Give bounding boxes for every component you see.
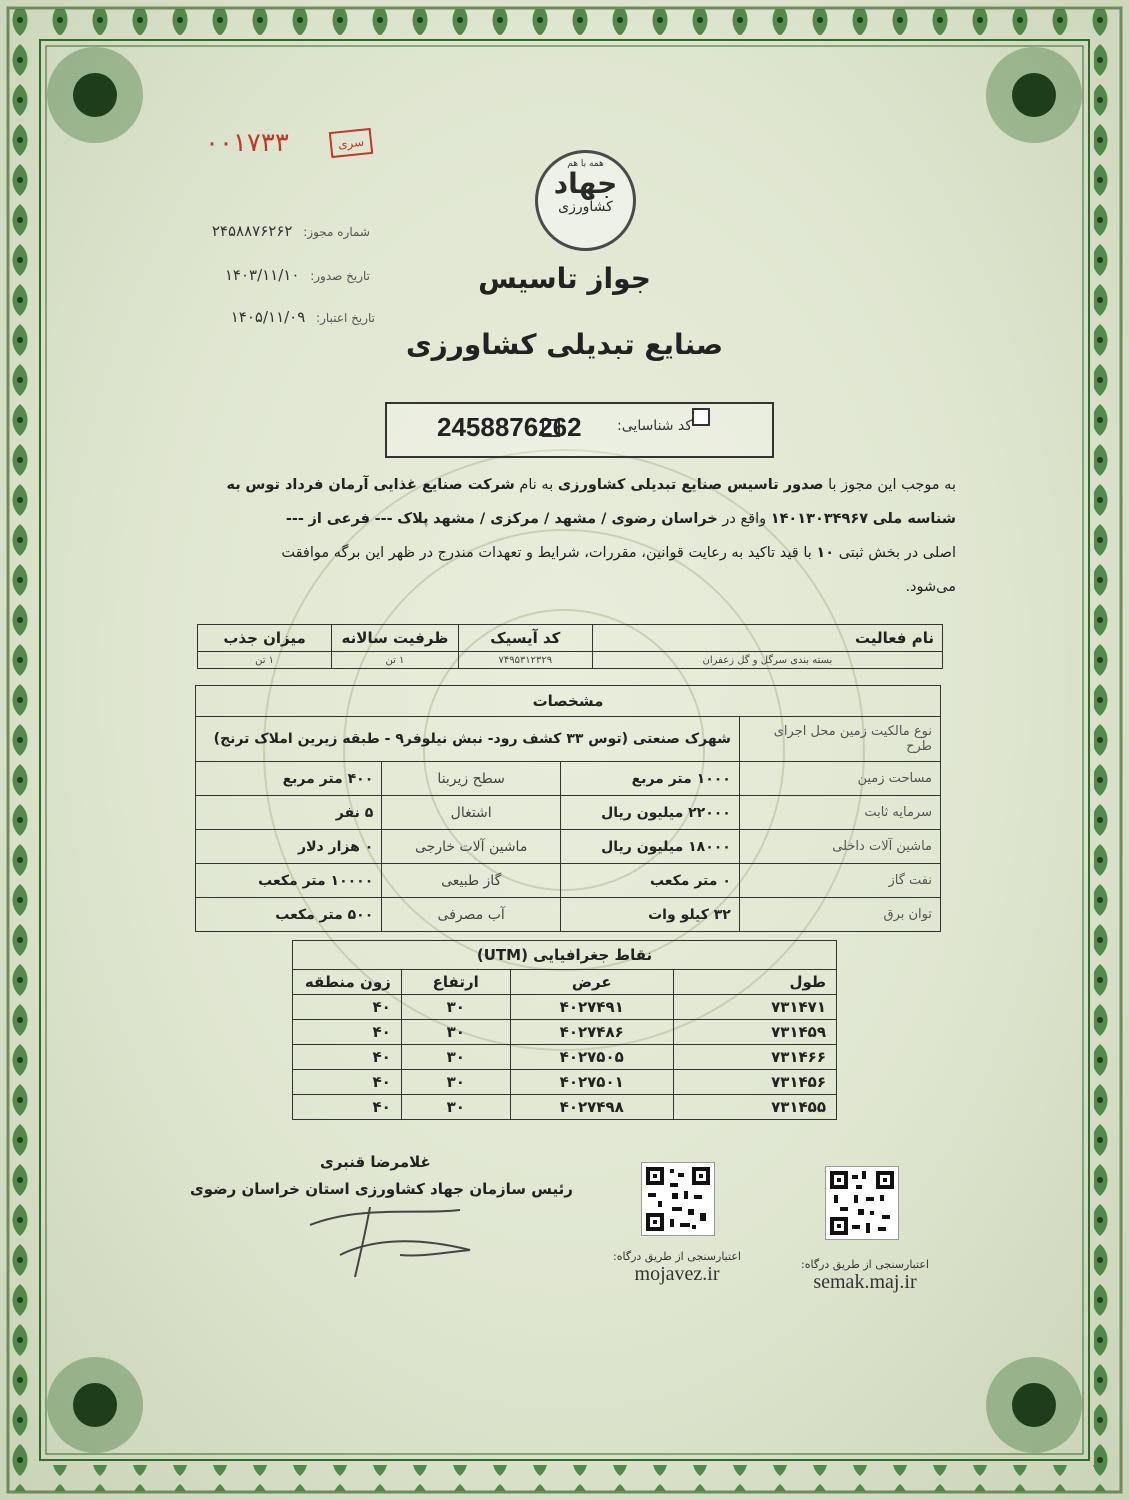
spec-label: نفت گاز (739, 864, 940, 898)
annual-capacity: ۱ تن (332, 652, 459, 669)
utm-northing: ۴۰۲۷۵۰۵ (510, 1045, 673, 1070)
ownership-value: شهرک صنعتی (توس ۳۳ کشف رود- نبش نیلوفر۹ - طبقه زیرین املاک ترنج) (196, 717, 740, 762)
table-row (196, 796, 941, 830)
identification-code-box (385, 402, 774, 458)
utm-easting: ۷۳۱۴۶۶ (673, 1045, 836, 1070)
activity-name: بسته بندی سرگل و گل زعفران (592, 652, 942, 669)
table-row (293, 995, 837, 1020)
table-header: ارتفاع (401, 970, 510, 995)
utm-zone: ۴۰ (293, 995, 402, 1020)
ownership-label: نوع مالکیت زمین محل اجرای طرح (739, 717, 940, 762)
utm-zone: ۴۰ (293, 1095, 402, 1120)
jahad-keshavarzi-logo (535, 150, 636, 251)
issue-date: ۱۴۰۳/۱۱/۱۰ (224, 266, 300, 284)
table-row (196, 717, 941, 762)
spec-value: ۰ متر مکعب (561, 864, 740, 898)
absorption-amount: ۱ تن (198, 652, 332, 669)
utm-elevation: ۳۰ (401, 1095, 510, 1120)
body-text-fragment: واقع در (722, 511, 767, 527)
logo-top-text: همه با هم (567, 159, 604, 169)
utm-northing: ۴۰۲۷۴۹۱ (510, 995, 673, 1020)
spec-label: سرمایه ثابت (739, 796, 940, 830)
utm-northing: ۴۰۲۷۴۹۸ (510, 1095, 673, 1120)
spec-label: گاز طبیعی (382, 864, 561, 898)
table-header: ظرفیت سالانه (332, 625, 459, 652)
utm-easting: ۷۳۱۴۵۶ (673, 1070, 836, 1095)
table-row (293, 1045, 837, 1070)
issue-date-label: تاریخ صدور: (310, 269, 370, 283)
utm-elevation: ۳۰ (401, 1070, 510, 1095)
spec-value: ۳۲ کیلو وات (561, 898, 740, 932)
registry-section: ۱۰ (816, 545, 835, 561)
spec-label: ماشین آلات داخلی (739, 830, 940, 864)
qr-url-link[interactable]: semak.maj.ir (813, 1271, 917, 1293)
spec-label: آب مصرفی (382, 898, 561, 932)
handwritten-signature (300, 1195, 480, 1285)
qr-caption: اعتبارسنجی از طریق درگاه: (613, 1250, 741, 1263)
document-title: جواز تاسیس (478, 262, 651, 295)
license-number-row (190, 222, 370, 240)
identification-code-label: کد شناسایی: (617, 418, 692, 434)
body-text-fragment: با قید تاکید به رعایت قوانین، مقررات، شرایط و تعهدات مندرج در ظهر این برگه موافقت (281, 545, 812, 561)
table-header: زون منطقه (293, 970, 402, 995)
table-row (196, 762, 941, 796)
serial-stamp: سری (329, 128, 373, 158)
utm-northing: ۴۰۲۷۵۰۱ (510, 1070, 673, 1095)
body-text-fragment: اصلی در بخش ثبتی (838, 545, 956, 561)
body-text-fragment: پلاک (397, 511, 429, 527)
table-header: نام فعالیت (592, 625, 942, 652)
utm-elevation: ۳۰ (401, 1020, 510, 1045)
utm-easting: ۷۳۱۴۷۱ (673, 995, 836, 1020)
table-header: کد آیسیک (458, 625, 592, 652)
license-number: ۲۴۵۸۸۷۶۲۶۲ (211, 222, 293, 240)
utm-zone: ۴۰ (293, 1020, 402, 1045)
spec-label: سطح زیربنا (382, 762, 561, 796)
specifications-title: مشخصات (196, 686, 941, 717)
table-header: میزان جذب (198, 625, 332, 652)
qr-code-icon[interactable] (641, 1162, 715, 1236)
signatory-title: رئیس سازمان جهاد کشاورزی استان خراسان رضوی (190, 1180, 573, 1198)
body-text-fragment: شناسه ملی (872, 511, 956, 527)
qr-block-semak (785, 1166, 945, 1294)
validity-date-label: تاریخ اعتبار: (316, 311, 375, 325)
spec-label: ماشین آلات خارجی (382, 830, 561, 864)
body-text-fragment: به (226, 477, 241, 493)
qr-url-link[interactable]: mojavez.ir (634, 1263, 720, 1285)
plot-number: --- (374, 511, 393, 527)
spec-value: ۲۲۰۰۰ میلیون ریال (561, 796, 740, 830)
utm-zone: ۴۰ (293, 1070, 402, 1095)
signatory-name: غلامرضا قنبری (320, 1153, 431, 1171)
sub-plot-number: --- (285, 511, 304, 527)
body-text-fragment: می‌شود. (905, 579, 956, 595)
table-row (196, 864, 941, 898)
utm-easting: ۷۳۱۴۵۹ (673, 1020, 836, 1045)
spec-value: ۴۰۰ متر مربع (196, 762, 382, 796)
utm-elevation: ۳۰ (401, 995, 510, 1020)
spec-value: ۱۰۰۰ متر مربع (561, 762, 740, 796)
document-subtitle: صنایع تبدیلی کشاورزی (405, 328, 724, 361)
license-body-text (190, 468, 956, 604)
validity-date: ۱۴۰۵/۱۱/۰۹ (230, 308, 306, 326)
identification-code-value: 2458876262 (437, 412, 582, 442)
table-row (198, 652, 943, 669)
company-name: شرکت صنایع غذایی آرمان فرداد توس (245, 477, 515, 493)
body-text-fragment: فرعی از (308, 511, 370, 527)
table-row (196, 830, 941, 864)
geographic-points-table (292, 940, 837, 1120)
serial-number: ۰۰۱۷۳۳ (205, 128, 289, 158)
spec-label: اشتغال (382, 796, 561, 830)
body-text-fragment: به موجب این مجوز با (828, 477, 956, 493)
utm-northing: ۴۰۲۷۴۸۶ (510, 1020, 673, 1045)
table-header: طول (673, 970, 836, 995)
spec-value: ۵۰۰ متر مکعب (196, 898, 382, 932)
table-row (196, 898, 941, 932)
table-header-row (293, 970, 837, 995)
national-id: ۱۴۰۱۳۰۳۴۹۶۷ (770, 511, 869, 527)
location: خراسان رضوی / مشهد / مرکزی / مشهد (433, 511, 718, 527)
table-header-row (198, 625, 943, 652)
body-text-fragment: به نام (519, 477, 554, 493)
spec-value: ۱۰۰۰۰ متر مکعب (196, 864, 382, 898)
table-header-row (293, 941, 837, 970)
table-row (293, 1095, 837, 1120)
table-row (293, 1070, 837, 1095)
specifications-table (195, 685, 941, 932)
spec-value: ۰ هزار دلار (196, 830, 382, 864)
utm-elevation: ۳۰ (401, 1045, 510, 1070)
spec-label: توان برق (739, 898, 940, 932)
validity-date-row (205, 308, 375, 326)
table-header: عرض (510, 970, 673, 995)
utm-easting: ۷۳۱۴۵۵ (673, 1095, 836, 1120)
checkbox-icon (692, 408, 710, 426)
logo-sub-text: کشاورزی (558, 199, 613, 215)
qr-caption: اعتبارسنجی از طریق درگاه: (801, 1258, 929, 1271)
spec-label: مساحت زمین (739, 762, 940, 796)
isic-code: ۷۴۹۵۳۱۲۳۲۹ (458, 652, 592, 669)
table-header-row (196, 686, 941, 717)
utm-zone: ۴۰ (293, 1045, 402, 1070)
logo-main-text: جهاد (553, 167, 618, 200)
geo-title: نقاط جغرافیایی (UTM) (293, 941, 837, 970)
spec-value: ۵ نفر (196, 796, 382, 830)
license-type: صدور تاسیس صنایع تبدیلی کشاورزی (557, 477, 824, 493)
qr-block-mojavez (597, 1162, 757, 1286)
license-number-label: شماره مجوز: (303, 225, 370, 239)
table-row (293, 1020, 837, 1045)
activity-table (197, 624, 943, 669)
spec-value: ۱۸۰۰۰ میلیون ریال (561, 830, 740, 864)
qr-code-icon[interactable] (825, 1166, 899, 1240)
